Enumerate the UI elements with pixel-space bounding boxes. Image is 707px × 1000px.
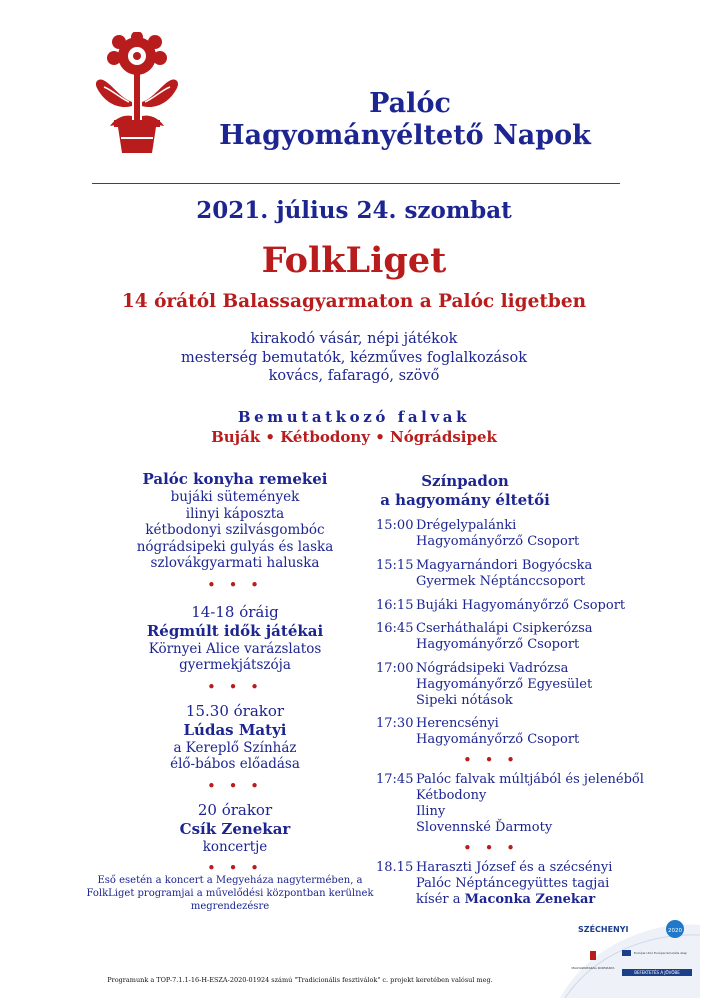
- activities-list: [90, 330, 618, 386]
- ludas-line: élő-bábos előadása: [170, 756, 300, 772]
- stage-time: 17:30: [376, 716, 414, 731]
- footer-note: Programunk a TOP-7.1.1-16-H-ESZA-2020-01924 számú "Tradicionális fesztiválok" c. projekt keretében valósul meg.: [107, 976, 493, 984]
- stage-time: 17:00: [376, 661, 414, 676]
- ludas-title: Lúdas Matyi: [183, 720, 287, 739]
- kitchen-item: kétbodonyi szilvásgombóc: [145, 522, 325, 538]
- stage-performer: Hagyományőrző Csoport: [416, 534, 580, 549]
- stage-performer: Drégelypalánki: [416, 518, 517, 533]
- kitchen-title: Palóc konyha remekei: [142, 470, 328, 488]
- villages-heading: Bemutatkozó falvak: [237, 408, 471, 426]
- stage-heading: [355, 472, 575, 510]
- csik-line: koncertje: [202, 838, 268, 855]
- logo-text: SZÉCHENYI: [578, 925, 629, 934]
- separator-dots: • • •: [206, 575, 264, 594]
- stage-performer: Hagyományőrző Csoport: [416, 732, 580, 747]
- separator-dots: • • •: [462, 839, 520, 857]
- band-name: Maconka Zenekar: [464, 892, 596, 907]
- festival-name: FolkLiget: [261, 240, 447, 281]
- kitchen-item: nógrádsipeki gulyás és laska: [136, 538, 334, 555]
- separator-dots: • • •: [462, 751, 520, 769]
- tagline: BEFEKTETÉS A JÖVŐBE: [634, 970, 680, 975]
- kitchen-section: [95, 470, 375, 594]
- stage-performer: Kétbodony: [416, 788, 487, 803]
- stage-performer: Hagyományőrző Egyesület: [416, 677, 593, 692]
- stage-time: 15:00: [376, 518, 414, 533]
- separator-dots: • • •: [206, 677, 264, 696]
- games-line: gyermekjátszója: [179, 657, 291, 673]
- separator-dots: • • •: [206, 859, 264, 877]
- ludas-section: [95, 702, 375, 795]
- szechenyi-2020-logo: [560, 903, 700, 998]
- left-column: [95, 470, 375, 881]
- csik-section: [95, 801, 375, 878]
- csik-title: Csík Zenekar: [179, 819, 291, 838]
- eu-text: Európai Unió Európai Szociális Alap: [634, 951, 687, 955]
- stage-performer: Herencsényi: [416, 716, 499, 731]
- stage-performer: Gyermek Néptánccsoport: [416, 574, 586, 589]
- stage-performer: Slovennské Ďarmoty: [416, 820, 553, 835]
- logo-number: 2020: [668, 928, 682, 934]
- stage-performer: Bujáki Hagyományőrző Csoport: [416, 598, 626, 613]
- stage-time: 15:15: [376, 558, 414, 573]
- stage-time: 16:45: [376, 621, 414, 636]
- stage-performer: Palóc falvak múltjából és jelenéből: [416, 772, 644, 787]
- kitchen-item: bujáki sütemények: [170, 489, 300, 505]
- ludas-line: a Kereplő Színház: [173, 739, 297, 756]
- ludas-time: 15.30 órakor: [185, 701, 285, 720]
- stage-performer: Sipeki nótások: [416, 693, 513, 708]
- villages-names: Buják • Kétbodony • Nógrádsipek: [211, 428, 497, 446]
- stage-performer: Palóc Néptáncegyüttes tagjai: [416, 876, 610, 891]
- stage-performer: Haraszti József és a szécsényi: [416, 860, 613, 875]
- divider: [92, 183, 620, 184]
- stage-performer: Cserháthalápi Csipkerózsa: [416, 621, 593, 636]
- stage-performer: Magyarnándori Bogyócska: [416, 558, 593, 573]
- folk-flower-logo: [92, 32, 182, 154]
- stage-performer: Nógrádsipeki Vadrózsa: [416, 661, 569, 676]
- rain-note: Eső esetén a koncert a Megyeháza nagytermében, a FolkLiget programjai a művelődési központban kerülnek megrendezésre: [86, 875, 374, 912]
- accompany-text: kísér a: [416, 892, 465, 907]
- games-time: 14-18 óráig: [191, 602, 279, 621]
- activity-line: kovács, fafaragó, szövő: [268, 368, 440, 384]
- separator-dots: • • •: [206, 776, 264, 795]
- stage-time: 16:15: [376, 598, 414, 613]
- activity-line: mesterség bemutatók, kézműves foglalkozások: [181, 349, 527, 366]
- stage-title-line-1: Színpadon: [421, 472, 509, 490]
- csik-time: 20 órakor: [197, 800, 273, 819]
- event-date: 2021. július 24. szombat: [196, 197, 512, 224]
- stage-time: 18.15: [376, 860, 414, 875]
- games-section: [95, 603, 375, 696]
- stage-performer: Hagyományőrző Csoport: [416, 637, 580, 652]
- stage-performer: Iliny: [416, 804, 446, 819]
- gov-text: MAGYARORSZÁG KORMÁNYA: [571, 966, 615, 970]
- festival-subtitle: 14 órától Balassagyarmaton a Palóc ligetben: [121, 291, 587, 312]
- kitchen-item: szlovákgyarmati haluska: [150, 555, 320, 571]
- activity-line: kirakodó vásár, népi játékok: [250, 331, 458, 347]
- kitchen-item: ilinyi káposzta: [185, 505, 285, 522]
- games-line: Környei Alice varázslatos: [148, 640, 322, 657]
- games-title: Régmúlt idők játékai: [146, 621, 324, 640]
- stage-time: 17:45: [376, 772, 414, 787]
- title-line-2: Hagyományéltető Napok: [219, 120, 591, 151]
- stage-title-line-2: a hagyomány éltetői: [380, 491, 550, 509]
- title-line-1: Palóc: [369, 88, 451, 119]
